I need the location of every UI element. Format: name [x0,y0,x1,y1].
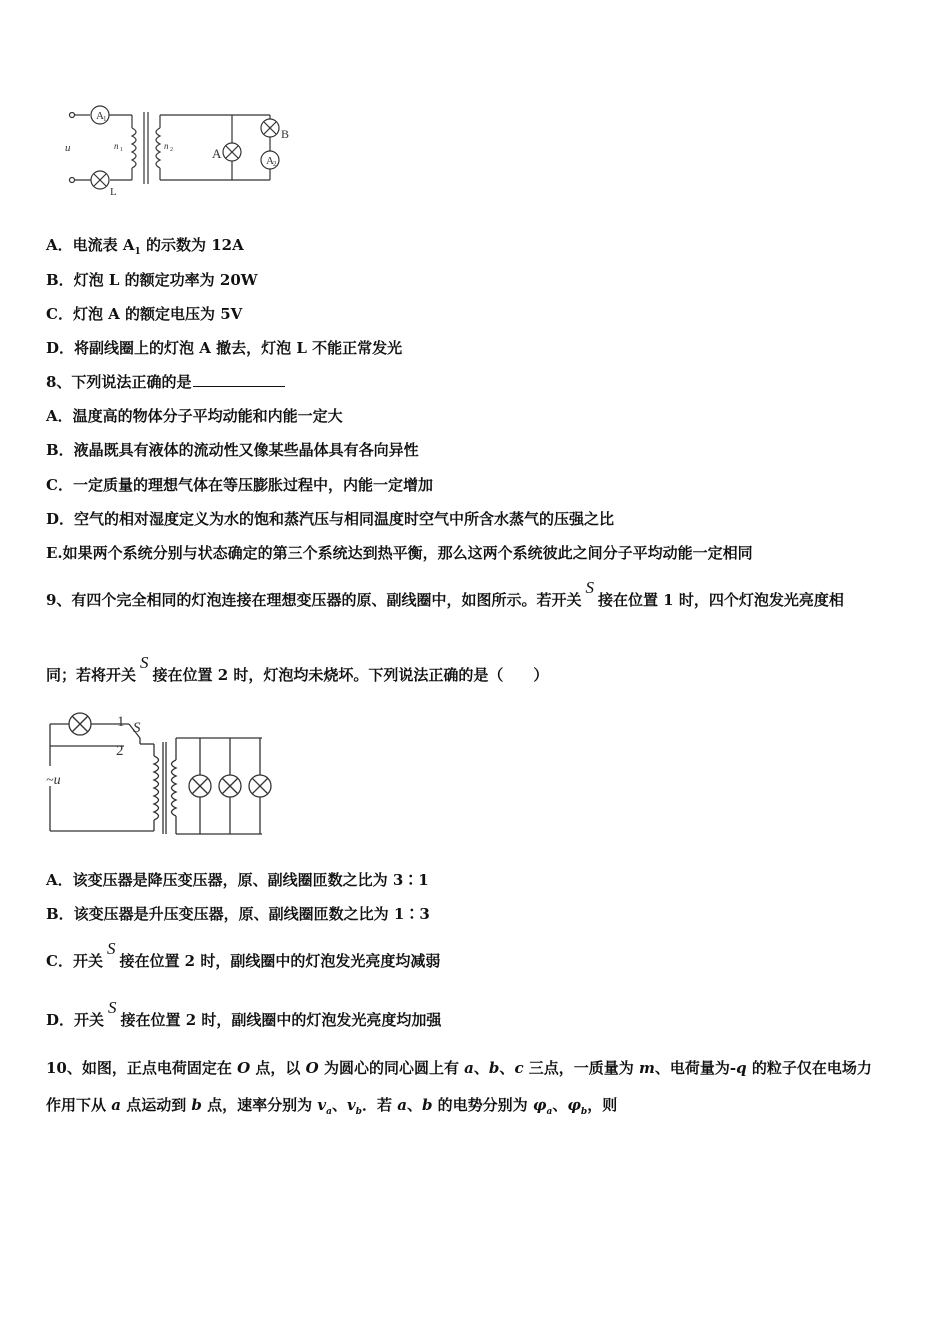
q10-stem-line-2: 作用下从 a 点运动到 b 点，速率分别为 $v_a$、$v_b$．若 a、b 的电势分别为 $\varphi_a$、$\varphi_b$，则 [46,1096,618,1117]
q9-option-b: B．该变压器是升压变压器，原、副线圈匝数之比为 1∶3 [46,905,430,923]
q7-option-d: D．将副线圈上的灯泡 A 撤去，灯泡 L 不能正常发光 [46,339,403,357]
q9-stem-line-1: 9、有四个完全相同的灯泡连接在理想变压器的原、副线圈中，如图所示。若开关S接在位置 1 时，四个灯泡发光亮度相 [46,578,844,609]
q10-stem-line-1: 10、如图，正点电荷固定在 O 点，以 O 为圆心的同心圆上有 a、b、c 三点，一质量为 m、电荷量为-q 的粒子仅在电场力 [46,1059,872,1077]
q7-option-b: B．灯泡 L 的额定功率为 20W [46,271,258,289]
q9-option-d: D．开关S接在位置 2 时，副线圈中的灯泡发光亮度均加强 [46,998,442,1029]
q8-option-c: C．一定质量的理想气体在等压膨胀过程中，内能一定增加 [46,476,433,494]
primary-coil [154,756,159,820]
secondary-coil [156,128,160,168]
q8-option-d: D．空气的相对湿度定义为水的饱和蒸汽压与相同温度时空气中所含水蒸气的压强之比 [46,510,615,528]
q7-option-a: A．电流表 $A_1$ 的示数为 12A [46,236,244,257]
switch-label: S [133,720,141,736]
svg-text:1: 1 [103,115,107,123]
q9-stem-line-2: 同；若将开关S接在位置 2 时，灯泡均未烧坏。下列说法正确的是（ ） [46,653,549,684]
ammeter-a1-label: A [96,110,104,122]
q8-option-a: A．温度高的物体分子平均动能和内能一定大 [46,407,343,425]
switch-position-1: 1 [117,714,125,730]
primary-coil [132,128,136,168]
switch-position-2: 2 [116,743,124,759]
q8-stem: 8、下列说法正确的是 [46,371,285,392]
lamp-a-label: A [212,146,222,161]
terminal-top [70,113,75,118]
svg-text:A: A [266,155,274,167]
secondary-coil [172,760,177,816]
figure-transformer-circuit-2 [44,706,280,838]
lamp-b-label: B [281,127,290,141]
q9-option-c: C．开关S接在位置 2 时，副线圈中的灯泡发光亮度均减弱 [46,939,441,970]
svg-text:n: n [164,141,169,151]
answer-blank [193,372,285,387]
terminal-bottom [70,178,75,183]
source-label: ~u [46,773,61,788]
q8-option-b: B．液晶既具有液体的流动性又像某些晶体具有各向异性 [46,441,419,459]
lamp-l-label: L [110,186,117,198]
figure-transformer-circuit-1 [60,100,300,200]
q8-option-e: E.如果两个系统分别与状态确定的第三个系统达到热平衡，那么这两个系统彼此之间分子平均动能一定相同 [46,544,753,562]
svg-text:2: 2 [273,160,277,168]
svg-text:n: n [114,141,119,151]
q7-option-c: C．灯泡 A 的额定电压为 5V [46,305,243,323]
svg-text:2: 2 [170,147,173,153]
source-label: u [65,142,71,154]
svg-text:1: 1 [120,147,123,153]
q9-option-a: A．该变压器是降压变压器，原、副线圈匝数之比为 3∶1 [46,871,429,889]
